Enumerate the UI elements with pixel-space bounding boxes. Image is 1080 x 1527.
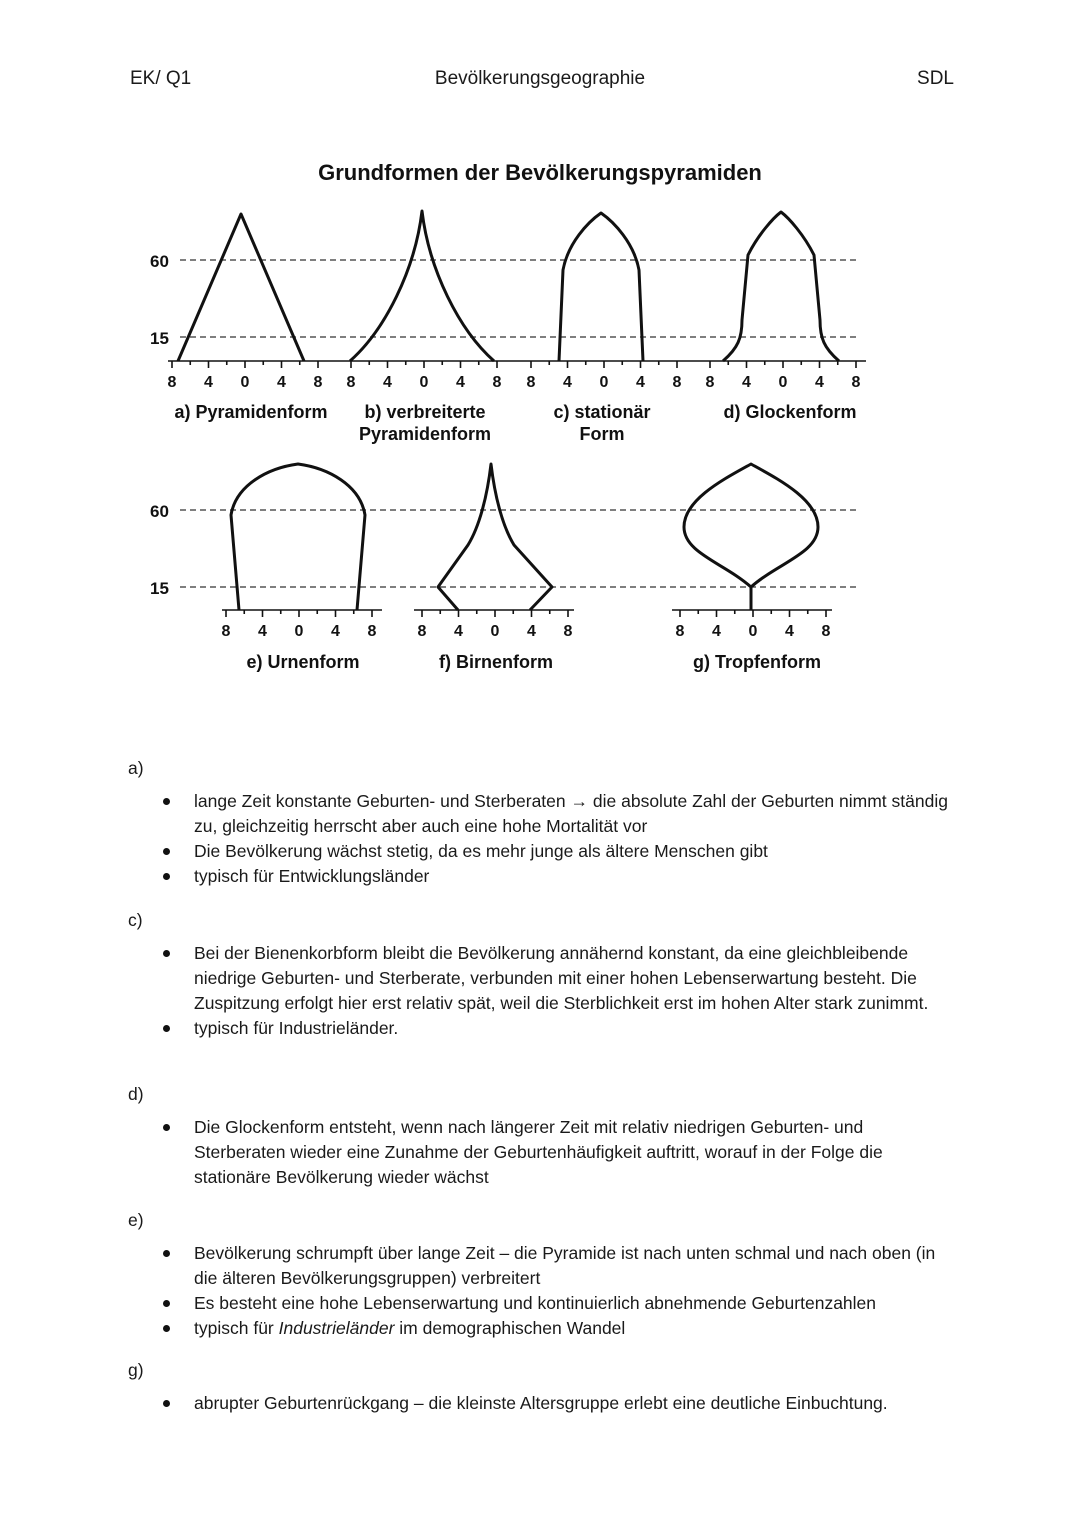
- pyramid-b-tick-label: 8: [492, 374, 502, 391]
- pyramid-b-tick-label: 4: [383, 374, 392, 391]
- pyramid-b-caption: Pyramidenform: [358, 424, 492, 444]
- pyramid-a-tick-label: 4: [204, 374, 213, 391]
- pyramid-a-shape: [178, 214, 304, 361]
- pyramid-g-tick-label: 0: [748, 623, 758, 640]
- section-c-bullet-1: Bei der Bienenkorbform bleibt die Bevölkerung annähernd konstant, da eine gleichbleibende niedrige Geburten- und Sterberate, verbunden mit einer hohen Lebenserwartung besteht. Die Zuspitzung erfolgt hier erst relativ spät, weil die Sterblichkeit erst im hohen Alter stark zunimmt.: [194, 941, 958, 1016]
- section-a-bullet-3: typisch für Entwicklungsländer: [194, 864, 958, 889]
- pyramid-g-tick-label: 8: [675, 623, 685, 640]
- section-c-label: c): [128, 910, 143, 930]
- pyramid-a-tick-label: 4: [277, 374, 286, 391]
- section-e-bullet-1: Bevölkerung schrumpft über lange Zeit – die Pyramide ist nach unten schmal und nach oben (in die älteren Bevölkerungsgruppen) verbreitert: [194, 1241, 958, 1291]
- pyramid-e-caption: e) Urnenform: [246, 652, 360, 672]
- pyramid-c-shape: [559, 213, 643, 361]
- pyramid-f-tick-label: 0: [490, 623, 500, 640]
- pyramid-e-shape: [231, 464, 365, 610]
- pyramid-d-shape: [723, 212, 839, 361]
- pyramid-b-tick-label: 0: [419, 374, 429, 391]
- arrow-icon: →: [570, 791, 589, 811]
- section-e-bullet-3-mid: im: [399, 1318, 418, 1338]
- population-pyramid-figure: [0, 0, 1080, 700]
- header-author: SDL: [917, 68, 954, 89]
- section-d-bullet-1: Die Glockenform entsteht, wenn nach längerer Zeit mit relativ niedrigen Geburten- und Sterberaten wieder eine Zunahme der Geburtenhäufigkeit auftritt, worauf in der Folge die stationäre Bevölkerung wieder wächst: [194, 1115, 958, 1190]
- pyramid-b-shape: [350, 211, 494, 361]
- pyramid-e-tick-label: 4: [258, 623, 267, 640]
- pyramid-e-tick-label: 4: [331, 623, 340, 640]
- pyramid-d-tick-label: 0: [778, 374, 788, 391]
- pyramid-g-tick-label: 4: [712, 623, 721, 640]
- pyramid-e-tick-label: 0: [294, 623, 304, 640]
- pyramid-e-tick-label: 8: [367, 623, 377, 640]
- pyramid-a-caption: a) Pyramidenform: [174, 402, 328, 422]
- pyramid-c-tick-label: 8: [526, 374, 536, 391]
- section-c-list: [128, 941, 958, 1041]
- pyramid-b-tick-label: 8: [346, 374, 356, 391]
- pyramid-f-tick-label: 4: [527, 623, 536, 640]
- row1-age-15-label: 15: [150, 329, 169, 348]
- row1-age-60-label: 60: [150, 252, 169, 271]
- section-c: [128, 908, 958, 1041]
- section-c-bullet-2: typisch für Industrieländer.: [194, 1016, 958, 1041]
- pyramid-c-caption: Form: [579, 424, 625, 444]
- pyramid-a-tick-label: 8: [313, 374, 323, 391]
- pyramid-b-tick-label: 4: [456, 374, 465, 391]
- row2-age-15-label: 15: [150, 579, 169, 598]
- section-a-bullet-1-pre: lange Zeit konstante Geburten- und Sterberaten: [194, 791, 566, 811]
- pyramid-f-shape: [438, 464, 552, 610]
- pyramid-e-tick-label: 8: [221, 623, 231, 640]
- section-g-bullet-1: abrupter Geburtenrückgang – die kleinste Altersgruppe erlebt eine deutliche Einbuchtung.: [194, 1391, 958, 1416]
- section-e-bullet-3-em: Industrieländer: [278, 1318, 395, 1338]
- section-e: [128, 1208, 958, 1341]
- section-d-label: d): [128, 1084, 144, 1104]
- section-e-bullet-3-post: demographischen Wandel: [422, 1318, 626, 1338]
- section-a-bullet-1-post: die absolute Zahl der Geburten nimmt ständig zu, gleichzeitig herrscht aber auch eine hohe Mortalität vor: [194, 791, 948, 836]
- section-g-label: g): [128, 1360, 144, 1380]
- section-a-bullet-2: Die Bevölkerung wächst stetig, da es mehr junge als ältere Menschen gibt: [194, 839, 958, 864]
- header-course: EK/ Q1: [130, 68, 192, 89]
- row2-age-60-label: 60: [150, 502, 169, 521]
- pyramid-d-tick-label: 8: [705, 374, 715, 391]
- section-e-bullet-3: [194, 1316, 958, 1341]
- pyramid-d-caption: d) Glockenform: [723, 402, 857, 422]
- section-g: [128, 1358, 958, 1416]
- pyramid-b-caption: b) verbreiterte: [364, 402, 486, 422]
- pyramid-c-caption: c) stationär: [553, 402, 651, 422]
- section-d-list: [128, 1115, 958, 1190]
- pyramid-c-tick-label: 4: [636, 374, 645, 391]
- pyramid-g-tick-label: 4: [785, 623, 794, 640]
- pyramid-d-tick-label: 8: [851, 374, 861, 391]
- section-e-bullet-3-pre: typisch für: [194, 1318, 274, 1338]
- pyramid-g-caption: g) Tropfenform: [693, 652, 821, 672]
- pyramid-d-tick-label: 4: [815, 374, 824, 391]
- figure-title: Grundformen der Bevölkerungspyramiden: [318, 160, 762, 185]
- section-a: [128, 756, 958, 889]
- pyramid-c-tick-label: 4: [563, 374, 572, 391]
- section-a-list: [128, 789, 958, 889]
- pyramid-f-tick-label: 8: [563, 623, 573, 640]
- section-e-bullet-2: Es besteht eine hohe Lebenserwartung und kontinuierlich abnehmende Geburtenzahlen: [194, 1291, 958, 1316]
- section-e-list: [128, 1241, 958, 1341]
- header-topic: Bevölkerungsgeographie: [434, 68, 646, 89]
- section-a-label: a): [128, 758, 144, 778]
- section-a-bullet-1: [194, 789, 958, 839]
- section-d: [128, 1082, 958, 1190]
- pyramid-c-tick-label: 0: [599, 374, 609, 391]
- pyramid-f-tick-label: 4: [454, 623, 463, 640]
- pyramid-f-caption: f) Birnenform: [439, 652, 553, 672]
- pyramid-c-tick-label: 8: [672, 374, 682, 391]
- pyramid-d-tick-label: 4: [742, 374, 751, 391]
- section-e-label: e): [128, 1210, 144, 1230]
- pyramid-f-tick-label: 8: [417, 623, 427, 640]
- section-g-list: [128, 1391, 958, 1416]
- pyramid-a-tick-label: 8: [167, 374, 177, 391]
- pyramid-g-shape: [684, 464, 818, 587]
- pyramid-g-tick-label: 8: [821, 623, 831, 640]
- pyramid-a-tick-label: 0: [240, 374, 250, 391]
